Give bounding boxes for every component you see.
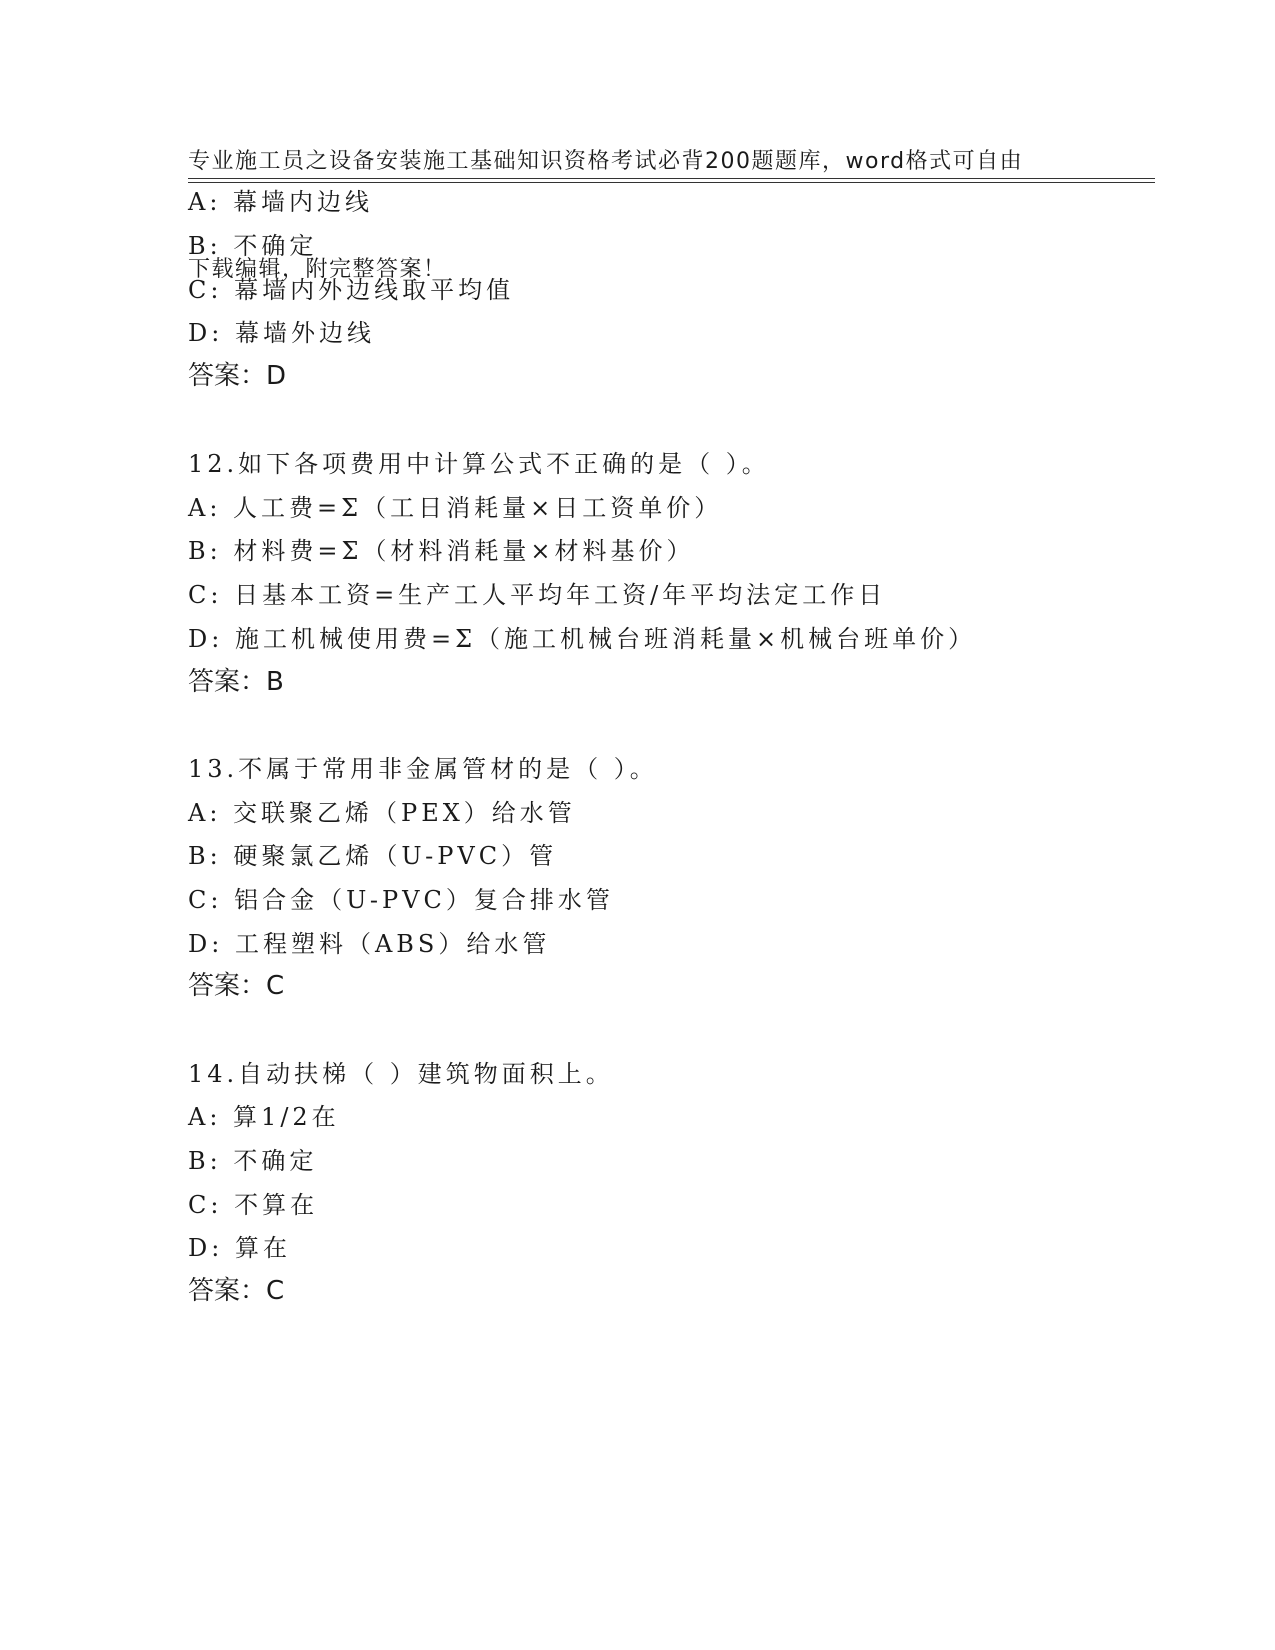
header-line-2: 下载编辑，附完整答案！ — [188, 257, 447, 282]
q12-option-b: B: 材料费=Σ（材料消耗量×材料基价） — [188, 537, 695, 565]
q12-option-a: A: 人工费=Σ（工日消耗量×日工资单价） — [188, 494, 723, 522]
q11-answer: 答案：D — [188, 361, 287, 391]
q13-stem: 13.不属于常用非金属管材的是（ ）。 — [188, 755, 658, 783]
q11-option-a: A: 幕墙内边线 — [188, 188, 374, 216]
q12-option-c: C: 日基本工资=生产工人平均年工资/年平均法定工作日 — [188, 581, 887, 609]
q12-option-d: D: 施工机械使用费=Σ（施工机械台班消耗量×机械台班单价） — [188, 625, 977, 653]
q13-option-d: D: 工程塑料（ABS）给水管 — [188, 930, 551, 958]
q14-answer: 答案：C — [188, 1276, 285, 1306]
q14-option-c: C: 不算在 — [188, 1191, 319, 1219]
q12-stem: 12.如下各项费用中计算公式不正确的是（ ）。 — [188, 450, 770, 478]
q14-option-b: B: 不确定 — [188, 1147, 318, 1175]
header-divider — [188, 178, 1155, 183]
q11-option-d: D: 幕墙外边线 — [188, 319, 375, 347]
q11-option-c: C: 幕墙内外边线取平均值 — [188, 276, 515, 304]
q14-option-a: A: 算1/2在 — [188, 1103, 340, 1131]
header-line-1: 专业施工员之设备安装施工基础知识资格考试必背200题题库，word格式可自由 — [188, 149, 1024, 174]
q14-stem: 14.自动扶梯（ ）建筑物面积上。 — [188, 1060, 614, 1088]
q13-option-c: C: 铝合金（U-PVC）复合排水管 — [188, 886, 614, 914]
q12-answer: 答案：B — [188, 667, 284, 697]
q13-option-b: B: 硬聚氯乙烯（U-PVC）管 — [188, 842, 558, 870]
q13-option-a: A: 交联聚乙烯（PEX）给水管 — [188, 799, 576, 827]
q11-option-b: B: 不确定 — [188, 232, 318, 260]
q13-answer: 答案：C — [188, 971, 285, 1001]
q14-option-d: D: 算在 — [188, 1234, 291, 1262]
